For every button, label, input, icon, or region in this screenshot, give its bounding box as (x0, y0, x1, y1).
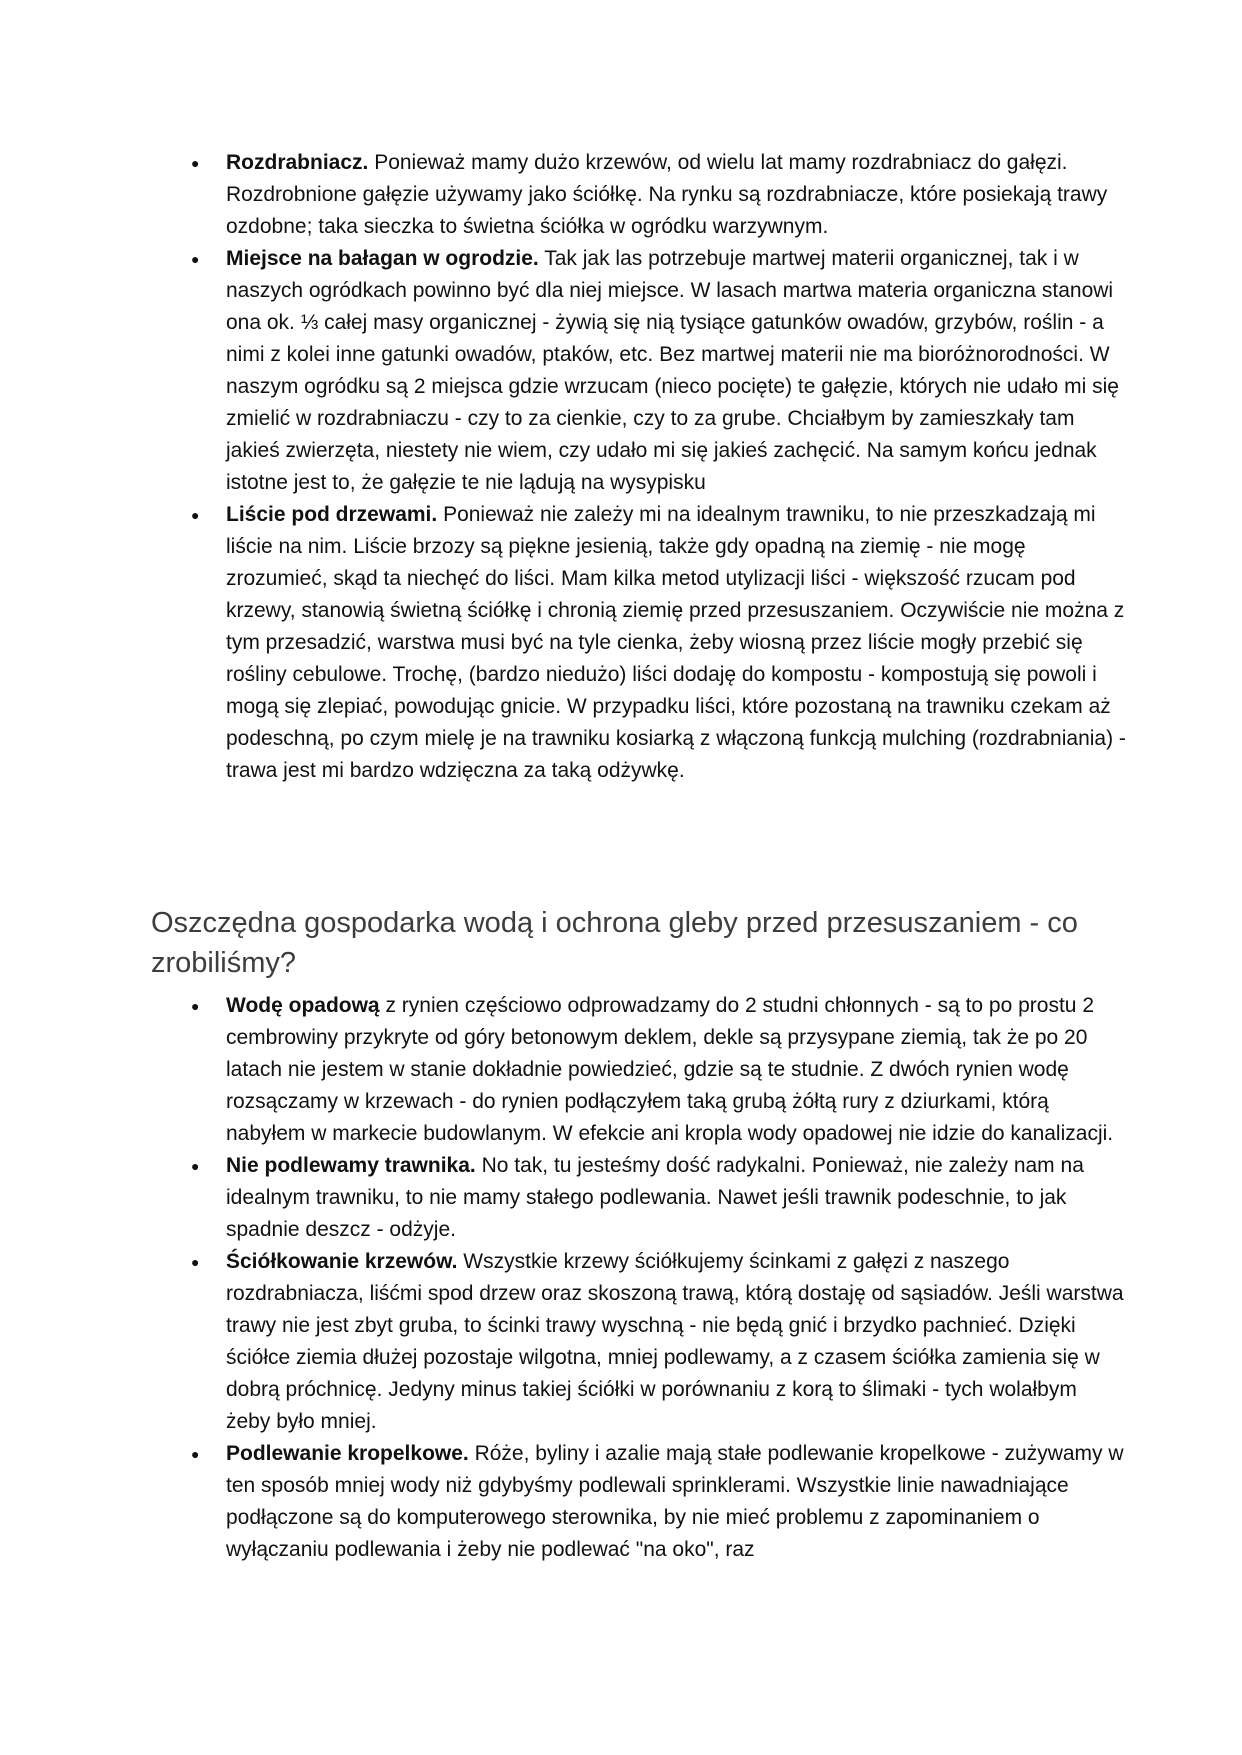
item-text: Wszystkie krzewy ściółkujemy ścinkami z gałęzi z naszego rozdrabniacza, liśćmi spod drzew oraz skoszoną trawą, którą dostaję od sąsiadów. Jeśli warstwa trawy nie jest zbyt gruba, to ścinki trawy wyschną - nie będą gnić i brzydko pachnieć. Dzięki ściółce ziemia dłużej pozostaje wilgotna, mniej podlewamy, a z czasem ściółka zamienia się w dobrą próchnicę. Jedyny minus takiej ściółki w porównaniu z korą to ślimaki - tych wolałbym żeby było mniej. (226, 1250, 1124, 1433)
list-item-nie-podlewamy (226, 1150, 1126, 1246)
item-title: Miejsce na bałagan w ogrodzie. (226, 247, 539, 270)
item-title: Rozdrabniacz. (226, 151, 369, 174)
item-text: Tak jak las potrzebuje martwej materii organicznej, tak i w naszych ogródkach powinno być dla niej miejsce. W lasach martwa materia organiczna stanowi ona ok. ⅓ całej masy organicznej - żywią się nią tysiące gatunków owadów, grzybów, roślin - a nimi z kolei inne gatunki owadów, ptaków, etc. Bez martwej materii nie ma bioróżnorodności. W naszym ogródku są 2 miejsca gdzie wrzucam (nieco pocięte) te gałęzie, których nie udało mi się zmielić w rozdrabniaczu - czy to za cienkie, czy to za grube. Chciałbym by zamieszkały tam jakieś zwierzęta, niestety nie wiem, czy udało mi się jakieś zachęcić. Na samym końcu jednak istotne jest to, że gałęzie te nie lądują na wysypisku (226, 247, 1119, 494)
item-title: Wodę opadową (226, 994, 380, 1017)
item-text: Ponieważ mamy dużo krzewów, od wielu lat mamy rozdrabniacz do gałęzi. Rozdrobnione gałęzie używamy jako ściółkę. Na rynku są rozdrabniacze, które posiekają trawy ozdobne; taka sieczka to świetna ściółka w ogródku warzywnym. (226, 151, 1108, 238)
item-title: Liście pod drzewami. (226, 503, 438, 526)
item-title: Podlewanie kropelkowe. (226, 1442, 469, 1465)
item-text: Róże, byliny i azalie mają stałe podlewanie kropelkowe - zużywamy w ten sposób mniej wody niż gdybyśmy podlewali sprinklerami. Wszystkie linie nawadniające podłączone są do komputerowego sterownika, by nie mieć problemu z zapominaniem o wyłączaniu podlewania i żeby nie podlewać "na oko", raz (226, 1442, 1124, 1561)
item-text: Ponieważ nie zależy mi na idealnym trawniku, to nie przeszkadzają mi liście na nim. Liście brzozy są piękne jesienią, także gdy opadną na ziemię - nie mogę zrozumieć, skąd ta niechęć do liści. Mam kilka metod utylizacji liści - większość rzucam pod krzewy, stanowią świetną ściółkę i chronią ziemię przed przesuszaniem. Oczywiście nie można z tym przesadzić, warstwa musi być na tyle cienka, żeby wiosną przez liście mogły przebić się rośliny cebulowe. Trochę, (bardzo niedużo) liści dodaję do kompostu - kompostują się powoli i mogą się zlepiać, powodując gnicie. W przypadku liści, które pozostaną na trawniku czekam aż podeschną, po czym mielę je na trawniku kosiarką z włączoną funkcją mulching (rozdrabniania) - trawa jest mi bardzo wdzięczna za taką odżywkę. (226, 503, 1126, 782)
section-heading: Oszczędna gospodarka wodą i ochrona gleby przed przesuszaniem - co zrobiliśmy? (151, 907, 1078, 979)
item-text: No tak, tu jesteśmy dość radykalni. Ponieważ, nie zależy nam na idealnym trawniku, to nie mamy stałego podlewania. Nawet jeśli trawnik podeschnie, to jak spadnie deszcz - odżyje. (226, 1154, 1084, 1241)
list-item-sciolkowanie (226, 1246, 1126, 1438)
list-item-woda-opadowa (226, 990, 1126, 1150)
item-title: Ściółkowanie krzewów. (226, 1250, 458, 1273)
list-item-miejsce-na-balagan (226, 243, 1126, 499)
list-item-liscie-pod-drzewami (226, 499, 1126, 787)
list-item-podlewanie-kropelkowe (226, 1438, 1126, 1566)
item-text: z rynien częściowo odprowadzamy do 2 studni chłonnych - są to po prostu 2 cembrowiny przykryte od góry betonowym deklem, dekle są przysypane ziemią, tak że po 20 latach nie jestem w stanie dokładnie powiedzieć, gdzie są te studnie. Z dwóch rynien wodę rozsączamy w krzewach - do rynien podłączyłem taką grubą żółtą rury z dziurkami, którą nabyłem w markecie budowlanym. W efekcie ani kropla wody opadowej nie idzie do kanalizacji. (226, 994, 1114, 1145)
item-title: Nie podlewamy trawnika. (226, 1154, 476, 1177)
bullet-list-garden-practices (226, 147, 1126, 787)
list-item-rozdrabniacz (226, 147, 1126, 243)
bullet-list-water-management (226, 990, 1126, 1566)
